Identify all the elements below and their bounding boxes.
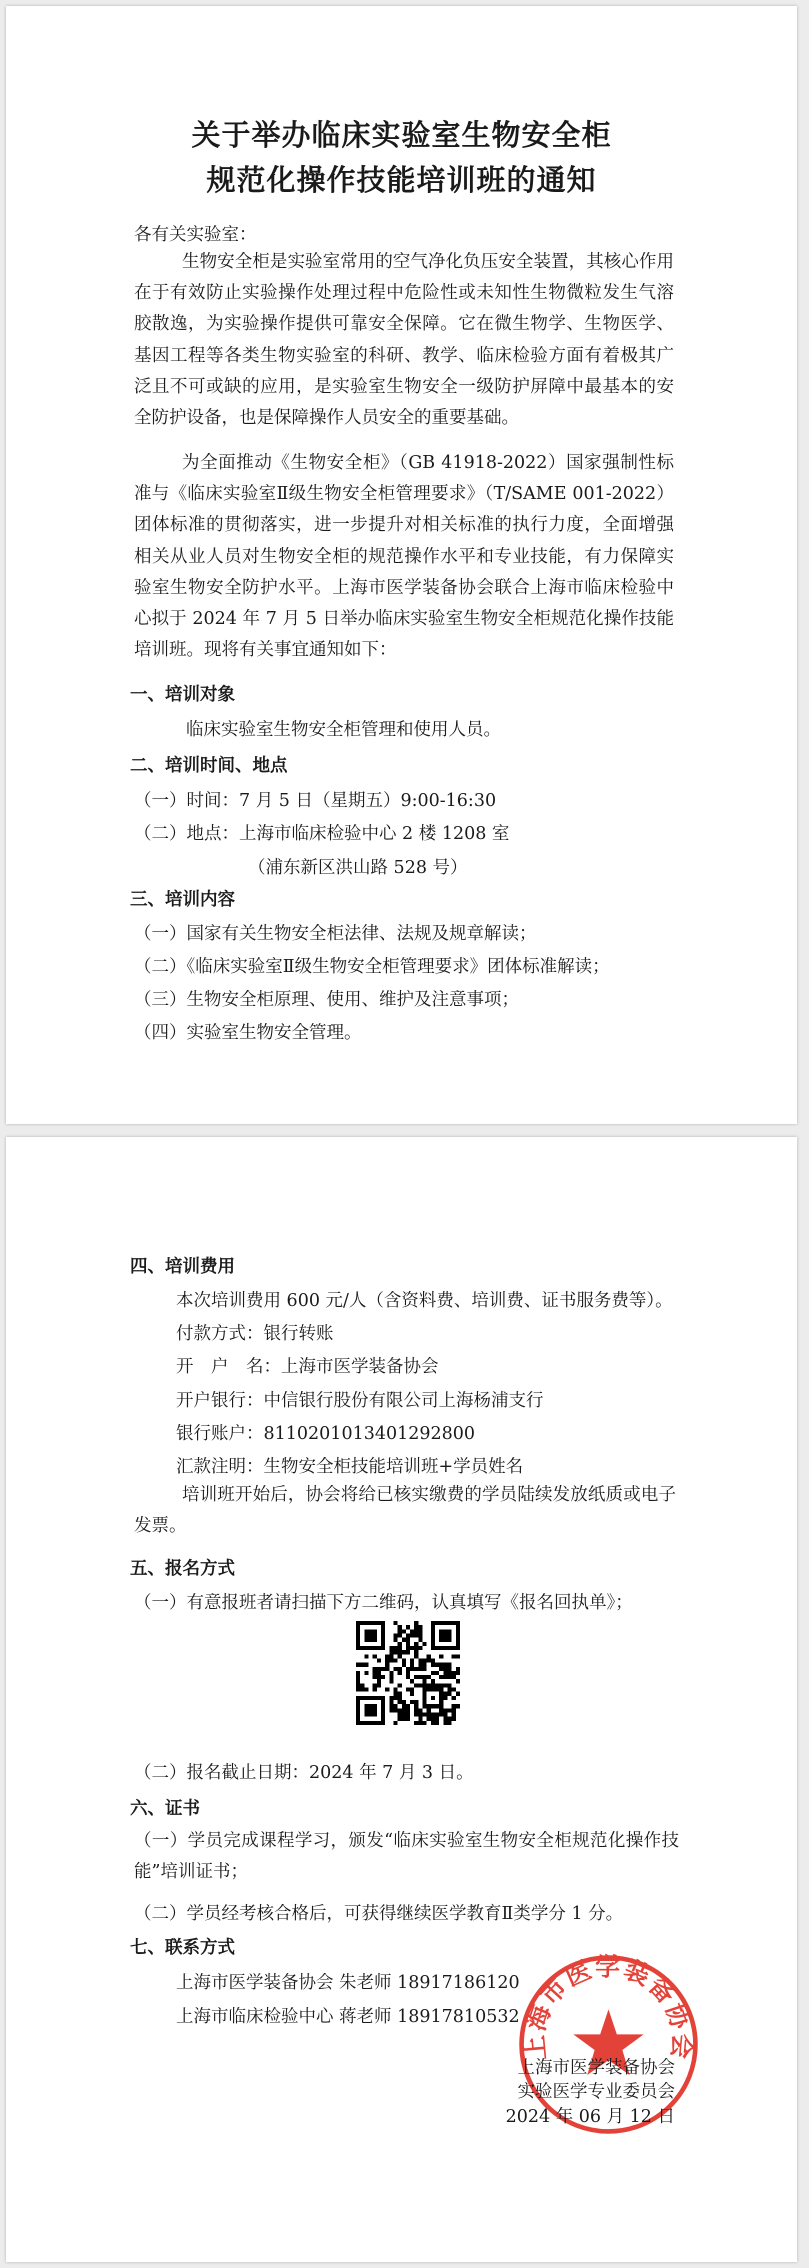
registration-step-1: （一）有意报班者请扫描下方二维码，认真填写《报名回执单》；	[134, 1593, 633, 1613]
content-item: （四）实验室生物安全管理。	[134, 1023, 362, 1043]
certificate-item-1: （一）学员完成课程学习，颁发“临床实验室生物安全柜规范化操作技能”培训证书；	[134, 1831, 679, 1883]
certificate-item-2: （二）学员经考核合格后，可获得继续医学教育Ⅱ类学分 1 分。	[134, 1904, 624, 1924]
section-1-heading: 一、培训对象	[130, 685, 235, 705]
bank-account: 银行账户：8110201013401292800	[176, 1424, 476, 1444]
training-address: （浦东新区洪山路 528 号）	[248, 858, 468, 878]
section-4-heading: 四、培训费用	[130, 1257, 235, 1277]
signature-date: 2024 年 06 月 12 日	[505, 2107, 675, 2127]
seal-text: 上海市医学装备协会	[519, 1952, 698, 2062]
payment-method: 付款方式：银行转账	[176, 1324, 334, 1344]
content-item: （三）生物安全柜原理、使用、维护及注意事项；	[134, 990, 519, 1010]
section-5-heading: 五、报名方式	[130, 1559, 235, 1579]
registration-qr-code[interactable]	[356, 1621, 460, 1725]
document-page-1	[6, 6, 797, 1124]
invoice-paragraph: 培训班开始后，协会将给已核实缴费的学员陆续发放纸质或电子发票。	[134, 1485, 676, 1537]
fee-text: 本次培训费用 600 元/人（含资料费、培训费、证书服务费等）。	[176, 1291, 673, 1311]
contact-2: 上海市临床检验中心 蒋老师 18917810532	[176, 2007, 520, 2027]
purpose-paragraph: 为全面推动《生物安全柜》（GB 41918-2022）国家强制性标准与《临床实验室Ⅱ级生物安全柜管理要求》（T/SAME 001-2022）团体标准的贯彻落实，进一步提升对相关标准的执行力度，全面增强相关从业人员对生物安全柜的规范操作水平和专业技能，有力保障实验室生物安全防护水平。上海市医学装备协会联合上海市临床检验中心拟于 2024 年 7 月 5 日举办临床实验室生物安全柜规范化操作技能培训班。现将有关事宜通知如下：	[134, 453, 674, 661]
document-page-2	[6, 1137, 797, 2262]
registration-deadline: （二）报名截止日期：2024 年 7 月 3 日。	[134, 1763, 474, 1783]
intro-paragraph: 生物安全柜是实验室常用的空气净化负压安全装置，其核心作用在于有效防止实验操作处理过程中危险性或未知性生物微粒发生气溶胶散逸，为实验操作提供可靠安全保障。它在微生物学、生物医学、基因工程等各类生物实验室的科研、教学、临床检验方面有着极其广泛且不可或缺的应用，是实验室生物安全一级防护屏障中最基本的安全防护设备，也是保障操作人员安全的重要基础。	[134, 252, 674, 429]
content-item: （一）国家有关生物安全柜法律、法规及规章解读；	[134, 924, 537, 944]
notice-title-line-1: 关于举办临床实验室生物安全柜	[191, 118, 612, 152]
salutation: 各有关实验室：	[134, 225, 257, 245]
content-item: （二）《临床实验室Ⅱ级生物安全柜管理要求》团体标准解读；	[134, 957, 610, 977]
contact-1: 上海市医学装备协会 朱老师 18917186120	[176, 1973, 520, 1993]
training-time: （一）时间：7 月 5 日（星期五）9:00-16:30	[134, 791, 497, 811]
section-6-heading: 六、证书	[130, 1799, 200, 1819]
notice-title-line-2: 规范化操作技能培训班的通知	[206, 163, 597, 197]
account-name: 开 户 名：上海市医学装备协会	[176, 1357, 439, 1377]
section-3-heading: 三、培训内容	[130, 890, 235, 910]
section-2-heading: 二、培训时间、地点	[130, 756, 288, 776]
bank-name: 开户银行：中信银行股份有限公司上海杨浦支行	[176, 1391, 544, 1411]
section-1-text: 临床实验室生物安全柜管理和使用人员。	[186, 720, 501, 740]
section-7-heading: 七、联系方式	[130, 1938, 235, 1958]
signature-org-1: 上海市医学装备协会	[517, 2058, 675, 2078]
remittance-note: 汇款注明：生物安全柜技能培训班+学员姓名	[176, 1457, 524, 1477]
training-location: （二）地点：上海市临床检验中心 2 楼 1208 室	[134, 824, 510, 844]
signature-org-2: 实验医学专业委员会	[517, 2082, 675, 2102]
